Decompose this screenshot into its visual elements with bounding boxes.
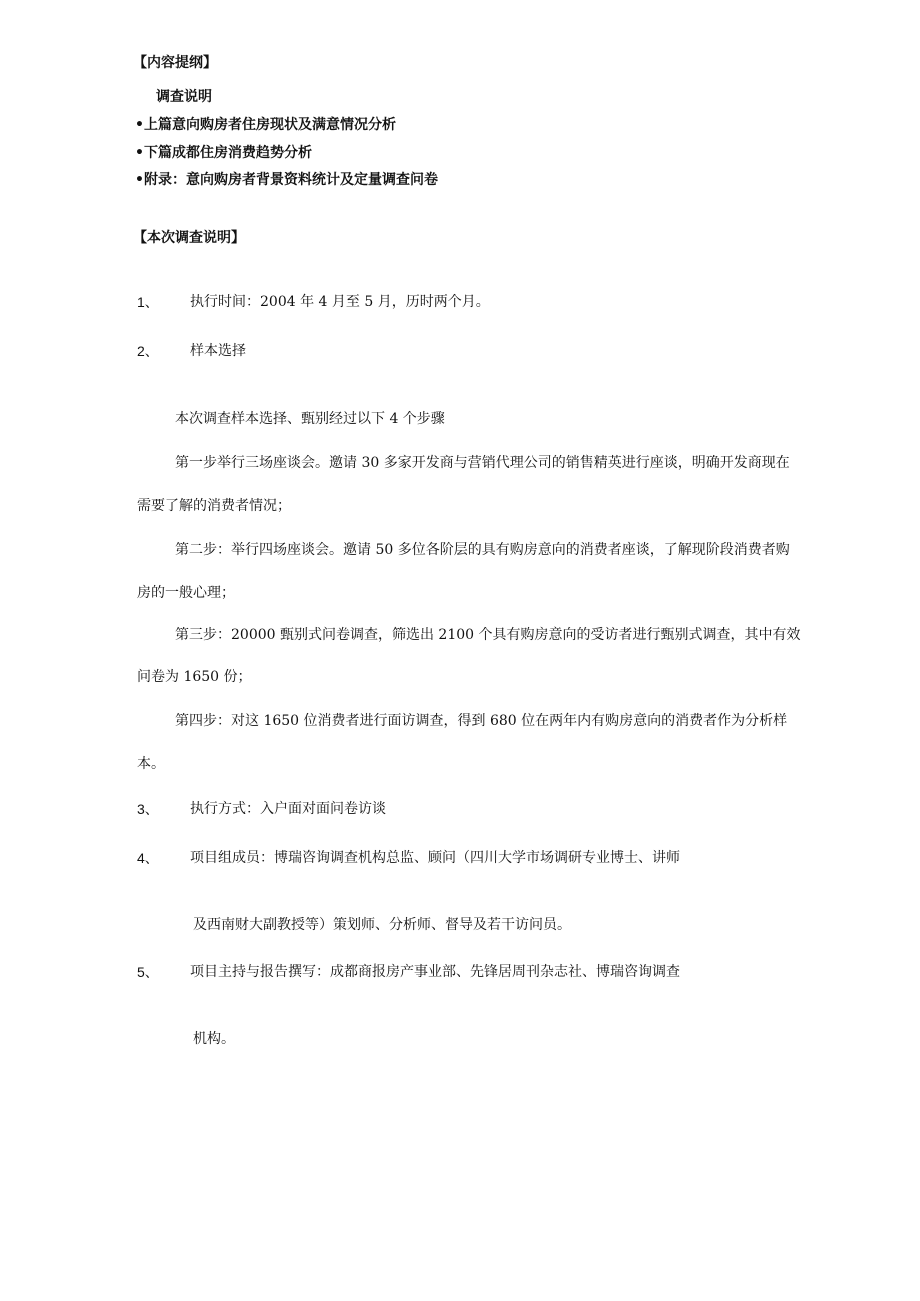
- step-1-line-2: 需要了解的消费者情况；: [137, 498, 291, 514]
- point-3-number: 3、: [137, 801, 159, 817]
- point-5-continuation: 机构。: [193, 1031, 235, 1047]
- point-2-text: 样本选择: [190, 343, 246, 359]
- step-2-line-2: 房的一般心理；: [137, 585, 235, 601]
- sample-intro: 本次调查样本选择、甄别经过以下 4 个步骤: [175, 411, 445, 427]
- point-4-continuation: 及西南财大副教授等）策划师、分析师、督导及若干访问员。: [193, 917, 571, 933]
- outline-item-1: •上篇意向购房者住房现状及满意情况分析: [135, 117, 396, 133]
- point-5-text: 项目主持与报告撰写：成都商报房产事业部、先锋居周刊杂志社、博瑞咨询调查: [190, 964, 680, 980]
- step-4-line-1: 第四步：对这 1650 位消费者进行面访调查，得到 680 位在两年内有购房意向的消费者作为分析样: [175, 713, 788, 729]
- point-4-number: 4、: [137, 850, 159, 866]
- point-5-number: 5、: [137, 964, 159, 980]
- step-3-line-2: 问卷为 1650 份；: [137, 669, 252, 685]
- point-3-text: 执行方式：入户面对面问卷访谈: [190, 801, 386, 817]
- step-3-line-1: 第三步：20000 甄别式问卷调查，筛选出 2100 个具有购房意向的受访者进行甄别式调查，其中有效: [175, 627, 801, 643]
- outline-item-2: •下篇成都住房消费趋势分析: [135, 145, 312, 161]
- survey-heading: 【本次调查说明】: [133, 230, 245, 246]
- step-4-line-2: 本。: [137, 756, 165, 772]
- outline-heading: 【内容提纲】: [133, 55, 217, 71]
- point-1-number: 1、: [137, 294, 159, 310]
- point-1-text: 执行时间：2004 年 4 月至 5 月，历时两个月。: [190, 294, 490, 310]
- step-1-line-1: 第一步举行三场座谈会。邀请 30 多家开发商与营销代理公司的销售精英进行座谈，明确开发商现在: [175, 455, 790, 471]
- point-4-text: 项目组成员：博瑞咨询调查机构总监、顾问（四川大学市场调研专业博士、讲师: [190, 850, 680, 866]
- point-2-number: 2、: [137, 343, 159, 359]
- outline-intro: 调查说明: [156, 89, 212, 105]
- outline-item-3: •附录：意向购房者背景资料统计及定量调查问卷: [135, 172, 438, 188]
- step-2-line-1: 第二步：举行四场座谈会。邀请 50 多位各阶层的具有购房意向的消费者座谈，了解现阶段消费者购: [175, 542, 790, 558]
